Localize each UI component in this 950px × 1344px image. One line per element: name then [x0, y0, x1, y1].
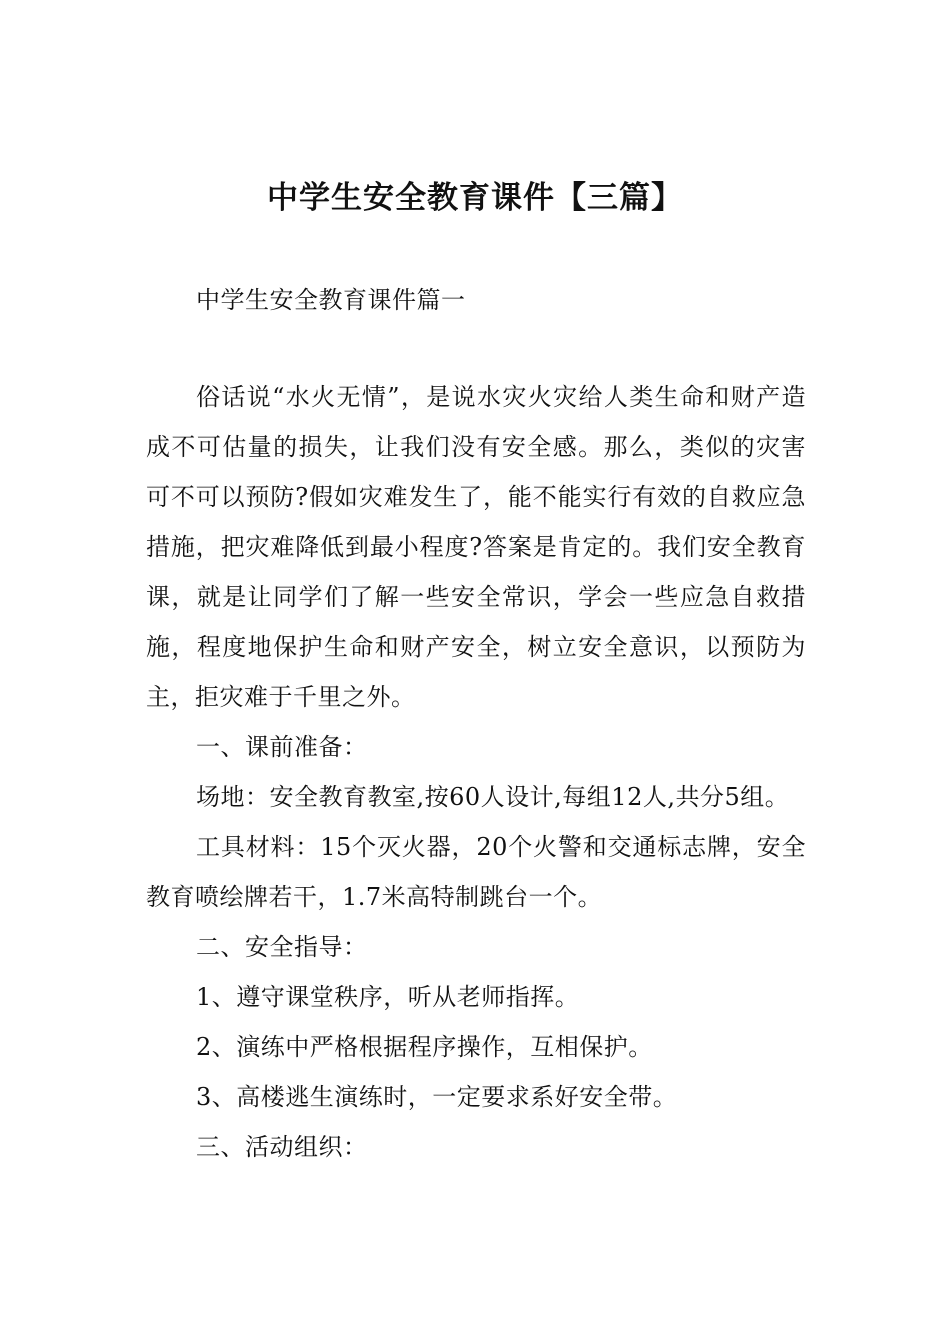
- section-heading: 中学生安全教育课件篇一: [196, 286, 466, 314]
- paragraph-guidance-heading: 二、安全指导：: [196, 933, 368, 961]
- document-body: [146, 372, 806, 1172]
- paragraph-rule-2: 2、演练中严格根据程序操作，互相保护。: [196, 1033, 653, 1061]
- document-title: 中学生安全教育课件【三篇】: [267, 180, 683, 216]
- paragraph-rule-3: 3、高楼逃生演练时，一定要求系好安全带。: [196, 1083, 678, 1111]
- paragraph-materials: 工具材料：15个灭火器，20个火警和交通标志牌，安全教育喷绘牌若干，1.7米高特制跳台一个。: [146, 833, 806, 911]
- paragraph-rule-1: 1、遵守课堂秩序，听从老师指挥。: [196, 983, 580, 1011]
- paragraph-activity-heading: 三、活动组织：: [196, 1133, 368, 1161]
- paragraph-venue: 场地：安全教育教室,按60人设计,每组12人,共分5组。: [196, 783, 790, 811]
- paragraph-prep-heading: 一、课前准备：: [196, 733, 368, 761]
- paragraph-intro: 俗话说“水火无情”，是说水灾火灾给人类生命和财产造成不可估量的损失，让我们没有安全感。那么，类似的灾害可不可以预防?假如灾难发生了，能不能实行有效的自救应急措施，把灾难降低到最小程度?答案是肯定的。我们安全教育课，就是让同学们了解一些安全常识，学会一些应急自救措施，程度地保护生命和财产安全，树立安全意识，以预防为主，拒灾难于千里之外。: [146, 383, 806, 711]
